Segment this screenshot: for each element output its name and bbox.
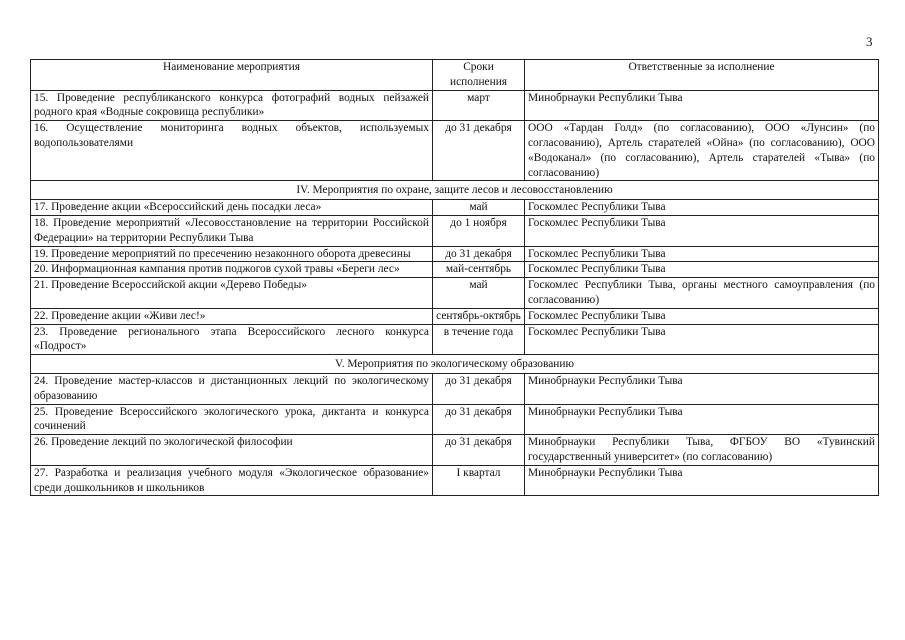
- event-name-cell: 23. Проведение регионального этапа Всероссийского лесного конкурса «Подрост»: [31, 324, 433, 355]
- page-number: 3: [866, 34, 873, 49]
- table-row: [31, 278, 879, 309]
- table-row: [31, 200, 879, 216]
- header-responsible: Ответственные за исполнение: [525, 60, 879, 91]
- responsible-cell: Госкомлес Республики Тыва: [525, 246, 879, 262]
- responsible-cell: ООО «Тардан Голд» (по согласованию), ООО «Лунсин» (по согласованию), Артель старателей «Ойна» (по согласованию), ООО «Водоканал» (по согласованию), Артель старателей «Тыва» (по согласованию): [525, 121, 879, 181]
- section-title: V. Мероприятия по экологическому образованию: [31, 355, 879, 374]
- header-name: Наименование мероприятия: [31, 60, 433, 91]
- table-header-row: [31, 60, 879, 91]
- table-row: [31, 373, 879, 404]
- term-cell: до 31 декабря: [433, 373, 525, 404]
- responsible-cell: Госкомлес Республики Тыва: [525, 308, 879, 324]
- table-row: [31, 435, 879, 466]
- event-name-cell: 20. Информационная кампания против поджогов сухой травы «Береги лес»: [31, 262, 433, 278]
- event-name-cell: 25. Проведение Всероссийского экологического урока, диктанта и конкурса сочинений: [31, 404, 433, 435]
- responsible-cell: Минобрнауки Республики Тыва: [525, 465, 879, 496]
- event-name-cell: 27. Разработка и реализация учебного модуля «Экологическое образование» среди дошкольников и школьников: [31, 465, 433, 496]
- responsible-cell: Госкомлес Республики Тыва: [525, 262, 879, 278]
- event-name-cell: 16. Осуществление мониторинга водных объектов, используемых водопользователями: [31, 121, 433, 181]
- term-cell: март: [433, 90, 525, 121]
- table-row: [31, 308, 879, 324]
- header-term: Сроки исполнения: [433, 60, 525, 91]
- table-row: [31, 465, 879, 496]
- event-name-cell: 15. Проведение республиканского конкурса фотографий водных пейзажей родного края «Водные сокровища республики»: [31, 90, 433, 121]
- responsible-cell: Госкомлес Республики Тыва: [525, 200, 879, 216]
- term-cell: до 31 декабря: [433, 246, 525, 262]
- event-name-cell: 17. Проведение акции «Всероссийский день посадки леса»: [31, 200, 433, 216]
- term-cell: сентябрь-октябрь: [433, 308, 525, 324]
- table-row: [31, 262, 879, 278]
- table-row: [31, 404, 879, 435]
- event-name-cell: 21. Проведение Всероссийской акции «Дерево Победы»: [31, 278, 433, 309]
- table-row: [31, 90, 879, 121]
- responsible-cell: Госкомлес Республики Тыва: [525, 324, 879, 355]
- section-row: [31, 181, 879, 200]
- table-body: [31, 90, 879, 496]
- term-cell: до 31 декабря: [433, 404, 525, 435]
- table-row: [31, 324, 879, 355]
- term-cell: май: [433, 278, 525, 309]
- event-name-cell: 22. Проведение акции «Живи лес!»: [31, 308, 433, 324]
- responsible-cell: Госкомлес Республики Тыва: [525, 215, 879, 246]
- responsible-cell: Минобрнауки Республики Тыва: [525, 404, 879, 435]
- term-cell: до 1 ноября: [433, 215, 525, 246]
- event-name-cell: 24. Проведение мастер-классов и дистанционных лекций по экологическому образованию: [31, 373, 433, 404]
- term-cell: до 31 декабря: [433, 435, 525, 466]
- event-name-cell: 19. Проведение мероприятий по пресечению незаконного оборота древесины: [31, 246, 433, 262]
- responsible-cell: Минобрнауки Республики Тыва: [525, 373, 879, 404]
- term-cell: до 31 декабря: [433, 121, 525, 181]
- section-row: [31, 355, 879, 374]
- events-table: [30, 59, 879, 496]
- responsible-cell: Минобрнауки Республики Тыва: [525, 90, 879, 121]
- table-row: [31, 121, 879, 181]
- responsible-cell: Минобрнауки Республики Тыва, ФГБОУ ВО «Тувинский государственный университет» (по согласованию): [525, 435, 879, 466]
- section-title: IV. Мероприятия по охране, защите лесов и лесовосстановлению: [31, 181, 879, 200]
- event-name-cell: 18. Проведение мероприятий «Лесовосстановление на территории Российской Федерации» на территории Республики Тыва: [31, 215, 433, 246]
- responsible-cell: Госкомлес Республики Тыва, органы местного самоуправления (по согласованию): [525, 278, 879, 309]
- term-cell: май-сентябрь: [433, 262, 525, 278]
- event-name-cell: 26. Проведение лекций по экологической философии: [31, 435, 433, 466]
- table-row: [31, 246, 879, 262]
- table-row: [31, 215, 879, 246]
- term-cell: май: [433, 200, 525, 216]
- term-cell: I квартал: [433, 465, 525, 496]
- term-cell: в течение года: [433, 324, 525, 355]
